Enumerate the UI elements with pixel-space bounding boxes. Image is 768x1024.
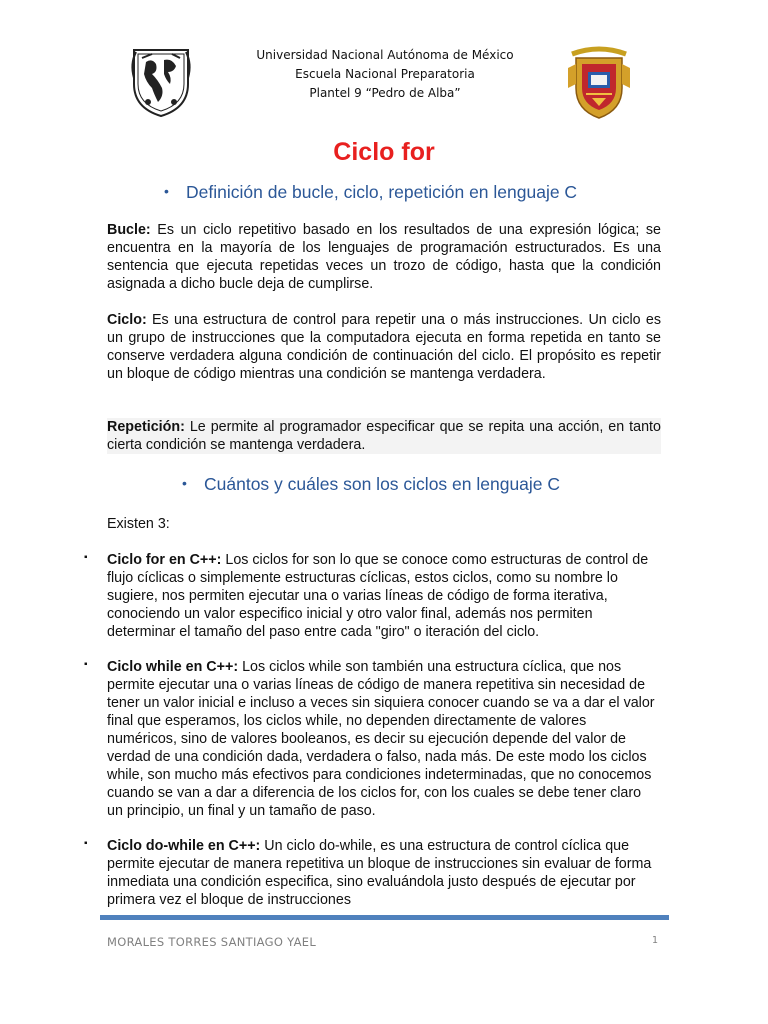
repeticion-paragraph — [107, 418, 661, 454]
document-header — [200, 46, 570, 103]
list-item-term: Ciclo for en C++: — [107, 552, 222, 568]
list-item-term: Ciclo while en C++: — [107, 659, 239, 675]
unam-seal-icon — [128, 44, 194, 118]
section-heading-text: Definición de bucle, ciclo, repetición en lenguaje C — [186, 182, 578, 202]
loops-count-intro: Existen 3: — [107, 516, 170, 532]
bullet-marker: • — [164, 183, 169, 199]
footer-divider — [100, 915, 669, 920]
bullet-marker: • — [182, 475, 187, 491]
ciclo-definition: Es una estructura de control para repetir una o más instrucciones. Un ciclo es un grupo de instrucciones que la computadora ejecuta en forma repetida en tanto se conserve verdadera alguna condición de continuación del ciclo. El propósito es repetir un bloque de código mientras una condición se mantenga verdadera. — [107, 312, 661, 382]
list-item-text: Un ciclo do-while, es una estructura de control cíclica que permite ejecutar de manera repetitiva un bloque de instrucciones sin evaluar de forma inmediata una condición especifica, sino evaluándola justo después de ejecutar por primera vez el bloque de instrucciones — [107, 838, 652, 908]
bucle-definition: Es un ciclo repetitivo basado en los resultados de una expresión lógica; se encuentra en la mayoría de los lenguajes de programación estructurados. Es una sentencia que ejecuta repetidas veces un trozo de código, hasta que la condición asignada a dicho bucle deja de cumplirse. — [107, 222, 661, 292]
square-bullet: ▪ — [84, 552, 88, 563]
list-item-text: Los ciclos while son también una estructura cíclica, que nos permite ejecutar una o varias líneas de código de manera repetitiva sin necesidad de tener un valor inicial e incluso a veces sin siquiera conocer cuando se va a dar el valor final que esperamos, los ciclos while, no dependen directamente de valores numéricos, sino de valores booleanos, es decir su ejecución depende del valor de verdad de una condición dada, verdadera o falso, nada más. De este modo los ciclos while, son mucho más efectivos para condiciones indeterminadas, que no conocemos cuando se van a dar a diferencia de los ciclos for, con los cuales se debe tener claro un principio, un final y un tamaño de paso. — [107, 659, 655, 819]
ciclo-term: Ciclo: — [107, 312, 147, 328]
repeticion-definition: Le permite al programador especificar que se repita una acción, en tanto cierta condición se mantenga verdadera. — [107, 419, 661, 453]
footer-author: MORALES TORRES SANTIAGO YAEL — [107, 935, 317, 949]
list-item-text: Los ciclos for son lo que se conoce como estructuras de control de flujo cíclicas o simplemente estructuras cíclicas, estos ciclos, como su nombre lo sugiere, nos permiten ejecutar una o varias líneas de código de forma iterativa, conociendo un valor especifico inicial y otro valor final, además nos permiten determinar el tamaño del paso entre cada "giro" o iteración del ciclo. — [107, 552, 649, 640]
repeticion-term: Repetición: — [107, 419, 185, 435]
section-heading-loops — [182, 474, 560, 495]
section-heading-text: Cuántos y cuáles son los ciclos en lenguaje C — [204, 474, 561, 494]
square-bullet: ▪ — [84, 659, 88, 670]
bucle-paragraph — [107, 221, 661, 293]
list-item-term: Ciclo do-while en C++: — [107, 838, 261, 854]
ciclo-paragraph — [107, 311, 661, 383]
list-item — [107, 551, 657, 641]
bucle-term: Bucle: — [107, 222, 151, 238]
list-item — [107, 837, 657, 909]
enp-crest-icon — [566, 44, 632, 120]
university-name: Universidad Nacional Autónoma de México — [256, 48, 514, 62]
school-name: Escuela Nacional Preparatoria — [295, 67, 475, 81]
page-title: Ciclo for — [333, 138, 435, 166]
campus-name: Plantel 9 “Pedro de Alba” — [309, 86, 461, 100]
square-bullet: ▪ — [84, 838, 88, 849]
list-item — [107, 658, 657, 820]
page-number: 1 — [652, 935, 659, 946]
section-heading-definitions — [164, 182, 577, 203]
